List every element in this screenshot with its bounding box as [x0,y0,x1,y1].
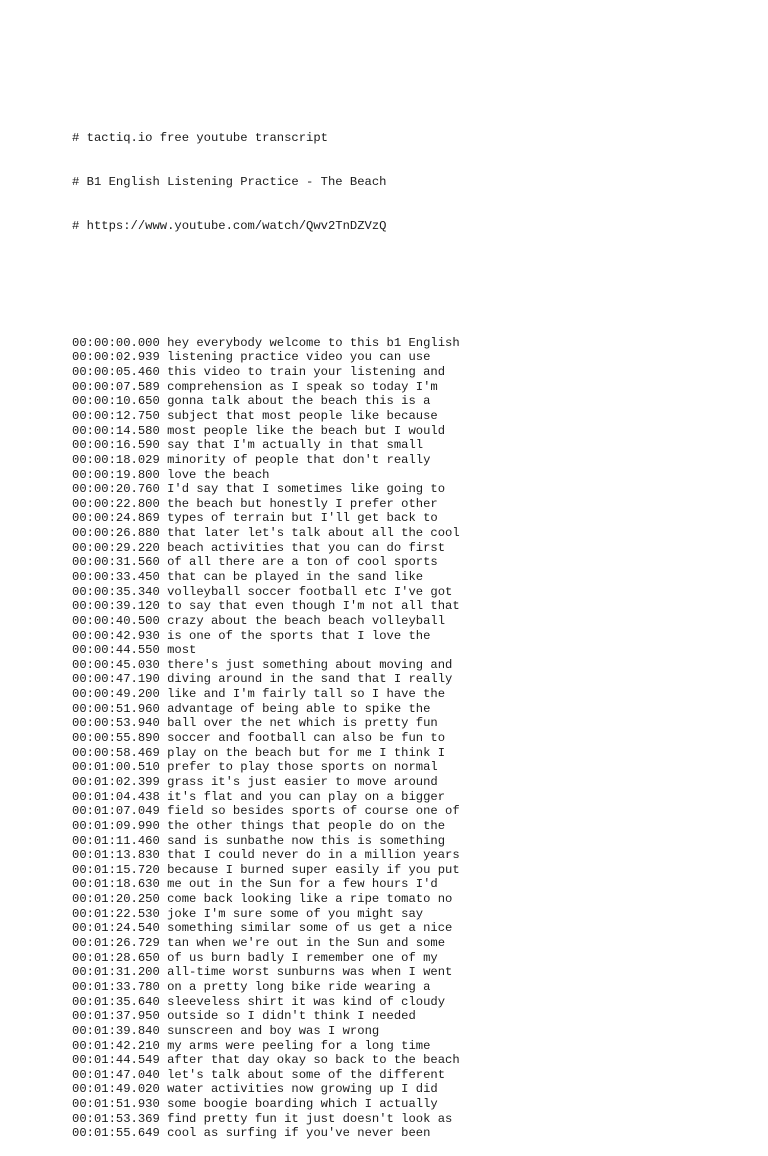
timestamp: 00:00:12.750 [72,408,160,423]
transcript-line [72,1126,752,1141]
transcript-line [72,570,752,585]
timestamp: 00:01:02.399 [72,774,160,789]
timestamp: 00:01:26.729 [72,936,160,951]
timestamp: 00:01:42.210 [72,1038,160,1053]
transcript-line [72,424,752,439]
timestamp: 00:00:07.589 [72,379,160,394]
transcript-document [72,72,752,1156]
caption-text: gonna talk about the beach this is a [167,394,431,409]
transcript-line [72,760,752,775]
transcript-line [72,1039,752,1054]
timestamp: 00:01:15.720 [72,862,160,877]
transcript-lines [72,336,752,1141]
transcript-line [72,380,752,395]
caption-text: to say that even though I'm not all that [167,599,460,614]
transcript-line [72,482,752,497]
transcript-line [72,687,752,702]
caption-text: subject that most people like because [167,408,438,423]
caption-text: find pretty fun it just doesn't look as [167,1111,453,1126]
caption-text: listening practice video you can use [167,350,431,365]
caption-text: I'd say that I sometimes like going to [167,482,446,497]
transcript-line [72,365,752,380]
transcript-line [72,804,752,819]
transcript-line [72,834,752,849]
timestamp: 00:00:29.220 [72,540,160,555]
caption-text: this video to train your listening and [167,365,446,380]
transcript-line [72,892,752,907]
caption-text: diving around in the sand that I really [167,672,453,687]
timestamp: 00:00:53.940 [72,716,160,731]
transcript-line [72,980,752,995]
timestamp: 00:00:10.650 [72,394,160,409]
transcript-line [72,775,752,790]
transcript-line [72,877,752,892]
caption-text: is one of the sports that I love the [167,628,431,643]
timestamp: 00:00:44.550 [72,643,160,658]
transcript-line [72,643,752,658]
timestamp: 00:01:35.640 [72,994,160,1009]
caption-text: that later let's talk about all the cool [167,526,460,541]
transcript-line [72,394,752,409]
caption-text: some boogie boarding which I actually [167,1097,438,1112]
transcript-line [72,1097,752,1112]
timestamp: 00:01:47.040 [72,1067,160,1082]
caption-text: beach activities that you can do first [167,540,446,555]
timestamp: 00:01:49.020 [72,1082,160,1097]
transcript-line [72,848,752,863]
timestamp: 00:01:20.250 [72,892,160,907]
transcript-line [72,995,752,1010]
caption-text: joke I'm sure some of you might say [167,906,424,921]
timestamp: 00:00:16.590 [72,438,160,453]
caption-text: say that I'm actually in that small [167,438,424,453]
caption-text: ball over the net which is pretty fun [167,716,438,731]
caption-text: all-time worst sunburns was when I went [167,965,453,980]
caption-text: let's talk about some of the different [167,1067,446,1082]
caption-text: hey everybody welcome to this b1 English [167,335,460,350]
transcript-header [72,101,752,262]
caption-text: sleeveless shirt it was kind of cloudy [167,994,446,1009]
transcript-line [72,1082,752,1097]
transcript-line [72,731,752,746]
timestamp: 00:01:07.049 [72,804,160,819]
caption-text: advantage of being able to spike the [167,701,431,716]
caption-text: most [167,643,197,658]
transcript-line [72,350,752,365]
transcript-line [72,936,752,951]
timestamp: 00:00:26.880 [72,526,160,541]
timestamp: 00:00:49.200 [72,687,160,702]
transcript-line [72,746,752,761]
transcript-line [72,1053,752,1068]
timestamp: 00:00:22.800 [72,496,160,511]
caption-text: because I burned super easily if you put [167,862,460,877]
caption-text: field so besides sports of course one of [167,804,460,819]
timestamp: 00:00:19.800 [72,467,160,482]
transcript-line [72,541,752,556]
header-line-url: # https://www.youtube.com/watch/Qwv2TnDZVzQ [72,218,387,233]
caption-text: prefer to play those sports on normal [167,760,438,775]
transcript-line [72,672,752,687]
caption-text: soccer and football can also be fun to [167,731,446,746]
transcript-line [72,819,752,834]
timestamp: 00:00:14.580 [72,423,160,438]
timestamp: 00:01:33.780 [72,979,160,994]
timestamp: 00:00:39.120 [72,599,160,614]
caption-text: of all there are a ton of cool sports [167,555,438,570]
timestamp: 00:00:33.450 [72,570,160,584]
transcript-line [72,468,752,483]
transcript-line [72,438,752,453]
transcript-line [72,863,752,878]
timestamp: 00:00:42.930 [72,628,160,643]
transcript-line [72,907,752,922]
caption-text: like and I'm fairly tall so I have the [167,687,446,702]
transcript-line [72,921,752,936]
caption-text: sunscreen and boy was I wrong [167,1023,380,1038]
caption-text: crazy about the beach beach volleyball [167,613,446,628]
transcript-line [72,965,752,980]
transcript-line [72,1024,752,1039]
transcript-line [72,658,752,673]
caption-text: play on the beach but for me I think I [167,745,446,760]
transcript-line [72,555,752,570]
transcript-line [72,702,752,717]
transcript-line [72,716,752,731]
caption-text: minority of people that don't really [167,452,431,467]
transcript-line [72,599,752,614]
timestamp: 00:01:55.649 [72,1126,160,1141]
caption-text: come back looking like a ripe tomato no [167,892,453,907]
transcript-line [72,1068,752,1083]
caption-text: sand is sunbathe now this is something [167,833,446,848]
timestamp: 00:00:00.000 [72,335,160,350]
caption-text: love the beach [167,467,270,482]
header-spacer [72,292,752,307]
timestamp: 00:00:47.190 [72,672,160,687]
timestamp: 00:00:18.029 [72,452,160,467]
caption-text: my arms were peeling for a long time [167,1038,431,1053]
header-line-source: # tactiq.io free youtube transcript [72,130,328,145]
transcript-line [72,951,752,966]
caption-text: after that day okay so back to the beach [167,1053,460,1068]
caption-text: tan when we're out in the Sun and some [167,936,446,951]
caption-text: there's just something about moving and [167,657,453,672]
timestamp: 00:01:37.950 [72,1009,160,1024]
timestamp: 00:00:40.500 [72,613,160,628]
timestamp: 00:00:58.469 [72,745,160,760]
caption-text: something similar some of us get a nice [167,921,453,936]
timestamp: 00:00:51.960 [72,701,160,716]
transcript-line [72,585,752,600]
caption-text: outside so I didn't think I needed [167,1009,416,1024]
timestamp: 00:01:04.438 [72,789,160,804]
transcript-line [72,1112,752,1127]
caption-text: that can be played in the sand like [167,570,424,584]
caption-text: the beach but honestly I prefer other [167,496,438,511]
transcript-line [72,614,752,629]
timestamp: 00:00:35.340 [72,584,160,599]
timestamp: 00:01:18.630 [72,877,160,892]
caption-text: comprehension as I speak so today I'm [167,379,438,394]
caption-text: volleyball soccer football etc I've got [167,584,453,599]
transcript-line [72,790,752,805]
caption-text: water activities now growing up I did [167,1082,438,1097]
transcript-line [72,336,752,351]
timestamp: 00:01:44.549 [72,1053,160,1068]
caption-text: of us burn badly I remember one of my [167,950,438,965]
transcript-line [72,526,752,541]
timestamp: 00:01:09.990 [72,818,160,833]
timestamp: 00:01:39.840 [72,1023,160,1038]
caption-text: on a pretty long bike ride wearing a [167,979,431,994]
caption-text: me out in the Sun for a few hours I'd [167,877,438,892]
timestamp: 00:00:20.760 [72,482,160,497]
timestamp: 00:00:02.939 [72,350,160,365]
timestamp: 00:01:00.510 [72,760,160,775]
timestamp: 00:01:31.200 [72,965,160,980]
transcript-line [72,453,752,468]
timestamp: 00:00:31.560 [72,555,160,570]
caption-text: it's flat and you can play on a bigger [167,789,446,804]
timestamp: 00:00:55.890 [72,731,160,746]
caption-text: the other things that people do on the [167,818,446,833]
transcript-line [72,497,752,512]
caption-text: grass it's just easier to move around [167,774,438,789]
caption-text: cool as surfing if you've never been [167,1126,431,1141]
timestamp: 00:01:51.930 [72,1097,160,1112]
header-line-title: # B1 English Listening Practice - The Beach [72,174,387,189]
timestamp: 00:01:28.650 [72,950,160,965]
caption-text: most people like the beach but I would [167,423,446,438]
timestamp: 00:01:22.530 [72,906,160,921]
transcript-line [72,629,752,644]
caption-text: that I could never do in a million years [167,848,460,863]
transcript-line [72,1009,752,1024]
timestamp: 00:01:53.369 [72,1111,160,1126]
transcript-line [72,409,752,424]
transcript-line [72,511,752,526]
timestamp: 00:01:24.540 [72,921,160,936]
timestamp: 00:01:13.830 [72,848,160,863]
timestamp: 00:01:11.460 [72,833,160,848]
timestamp: 00:00:24.869 [72,511,160,526]
caption-text: types of terrain but I'll get back to [167,511,438,526]
timestamp: 00:00:05.460 [72,365,160,380]
timestamp: 00:00:45.030 [72,657,160,672]
